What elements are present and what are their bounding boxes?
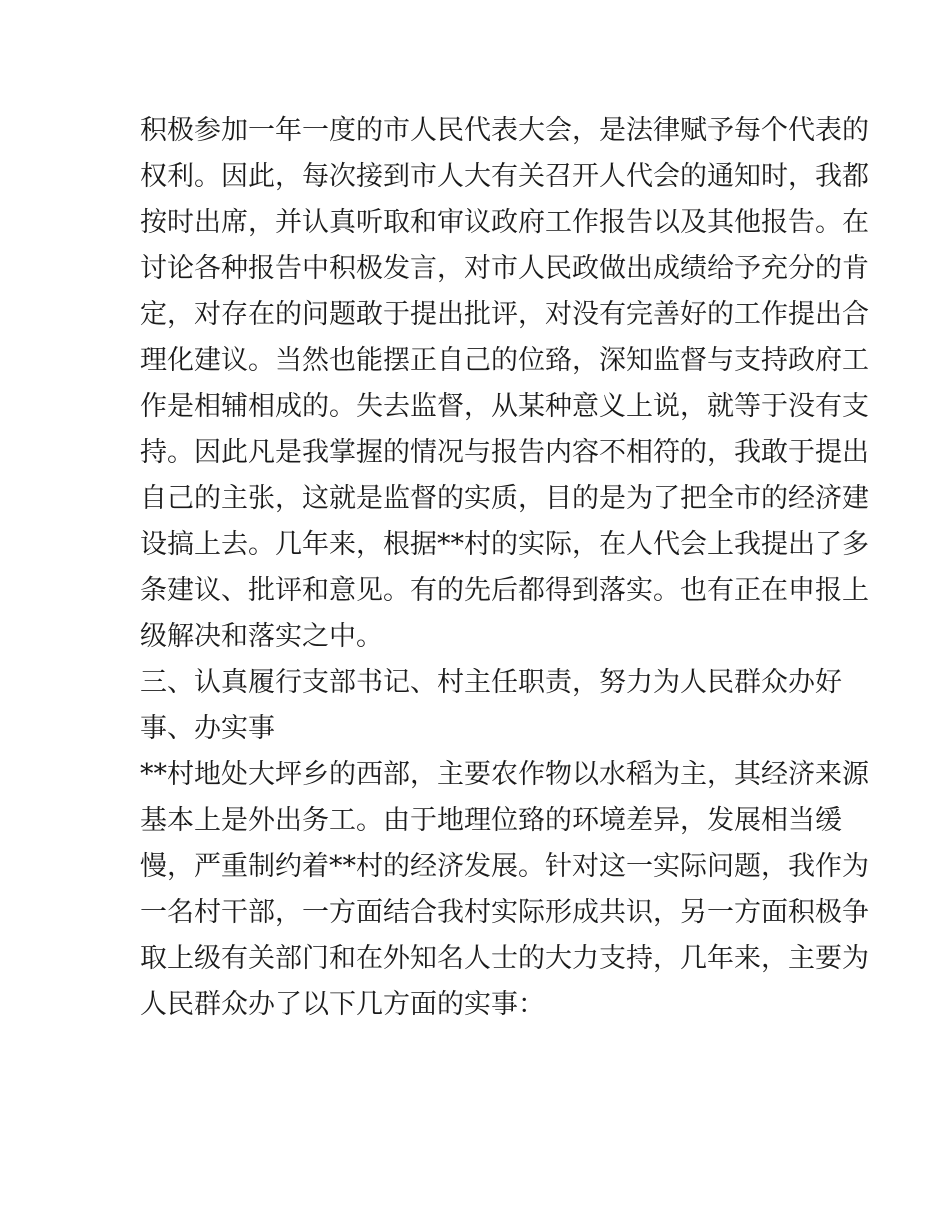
text-line: **村地处大坪乡的西部，主要农作物以水稻为主，其经济来源: [140, 759, 869, 790]
text-line: 定，对存在的问题敢于提出批评，对没有完善好的工作提出合: [140, 299, 869, 330]
text-line: 条建议、批评和意见。有的先后都得到落实。也有正在申报上: [140, 575, 869, 606]
text-line: 按时出席，并认真听取和审议政府工作报告以及其他报告。在: [140, 207, 869, 238]
text-line: 作是相辅相成的。失去监督，从某种意义上说，就等于没有支: [140, 391, 869, 422]
body-text: [140, 108, 869, 1028]
text-line: 设搞上去。几年来，根据**村的实际，在人代会上我提出了多: [140, 529, 869, 560]
text-line: 讨论各种报告中积极发言，对市人民政做出成绩给予充分的肯: [140, 253, 869, 284]
section-heading-line: 事、办实事: [140, 713, 275, 744]
text-line: 持。因此凡是我掌握的情况与报告内容不相符的，我敢于提出: [140, 437, 869, 468]
text-line: 自己的主张，这就是监督的实质，目的是为了把全市的经济建: [140, 483, 869, 514]
text-line: 慢，严重制约着**村的经济发展。针对这一实际问题，我作为: [140, 851, 869, 882]
text-line: 基本上是外出务工。由于地理位臵的环境差异，发展相当缓: [140, 805, 842, 836]
section-heading-line: 三、认真履行支部书记、村主任职责，努力为人民群众办好: [140, 667, 842, 698]
text-line: 级解决和落实之中。: [140, 621, 383, 652]
text-line: 权利。因此，每次接到市人大有关召开人代会的通知时，我都: [140, 161, 869, 192]
text-line: 理化建议。当然也能摆正自己的位臵，深知监督与支持政府工: [140, 345, 869, 376]
text-line: 一名村干部，一方面结合我村实际形成共识，另一方面积极争: [140, 897, 869, 928]
text-line: 人民群众办了以下几方面的实事：: [140, 989, 545, 1020]
text-line: 积极参加一年一度的市人民代表大会，是法律赋予每个代表的: [140, 115, 869, 146]
text-line: 取上级有关部门和在外知名人士的大力支持，几年来，主要为: [140, 943, 869, 974]
